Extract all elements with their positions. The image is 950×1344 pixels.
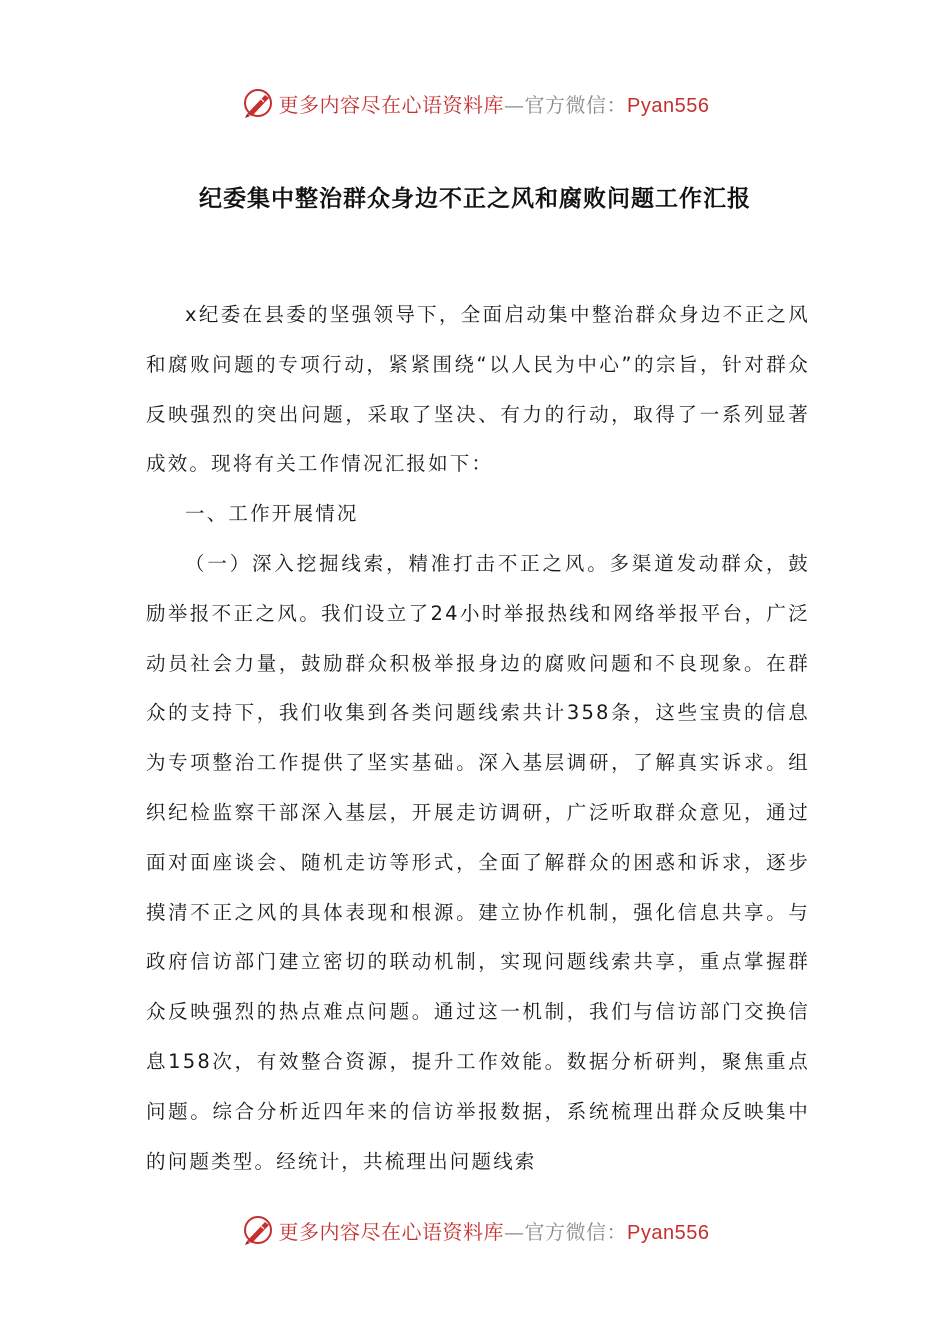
document-title: 纪委集中整治群众身边不正之风和腐败问题工作汇报 [199, 186, 751, 212]
document-body [146, 290, 810, 1186]
footer-watermark-banner [0, 1210, 950, 1250]
pen-nib-logo-icon [241, 1213, 275, 1247]
paragraph: （一）深入挖掘线索，精准打击不正之风。多渠道发动群众，鼓励举报不正之风。我们设立了24小时举报热线和网络举报平台，广泛动员社会力量，鼓励群众积极举报身边的腐败问题和不良现象。在群众的支持下，我们收集到各类问题线索共计358条，这些宝贵的信息为专项整治工作提供了坚实基础。深入基层调研，了解真实诉求。组织纪检监察干部深入基层，开展走访调研，广泛听取群众意见，通过面对面座谈会、随机走访等形式，全面了解群众的困惑和诉求，逐步摸清不正之风的具体表现和根源。建立协作机制，强化信息共享。与政府信访部门建立密切的联动机制，实现问题线索共享，重点掌握群众反映强烈的热点难点问题。通过这一机制，我们与信访部门交换信息158次，有效整合资源，提升工作效能。数据分析研判，聚焦重点问题。综合分析近四年来的信访举报数据，系统梳理出群众反映集中的问题类型。经统计，共梳理出问题线索 [146, 551, 810, 1173]
pen-nib-logo-icon [241, 86, 275, 120]
paragraph: x纪委在县委的坚强领导下，全面启动集中整治群众身边不正之风和腐败问题的专项行动，紧紧围绕“以人民为中心”的宗旨，针对群众反映强烈的突出问题，采取了坚决、有力的行动，取得了一系列显著成效。现将有关工作情况汇报如下： [146, 303, 810, 476]
watermark-text: 更多内容尽在心语资料库—官方微信：Pyan556 [278, 1219, 710, 1244]
watermark-text: 更多内容尽在心语资料库—官方微信：Pyan556 [278, 92, 710, 117]
section-heading: 一、工作开展情况 [185, 502, 359, 526]
header-watermark-banner [0, 83, 950, 123]
